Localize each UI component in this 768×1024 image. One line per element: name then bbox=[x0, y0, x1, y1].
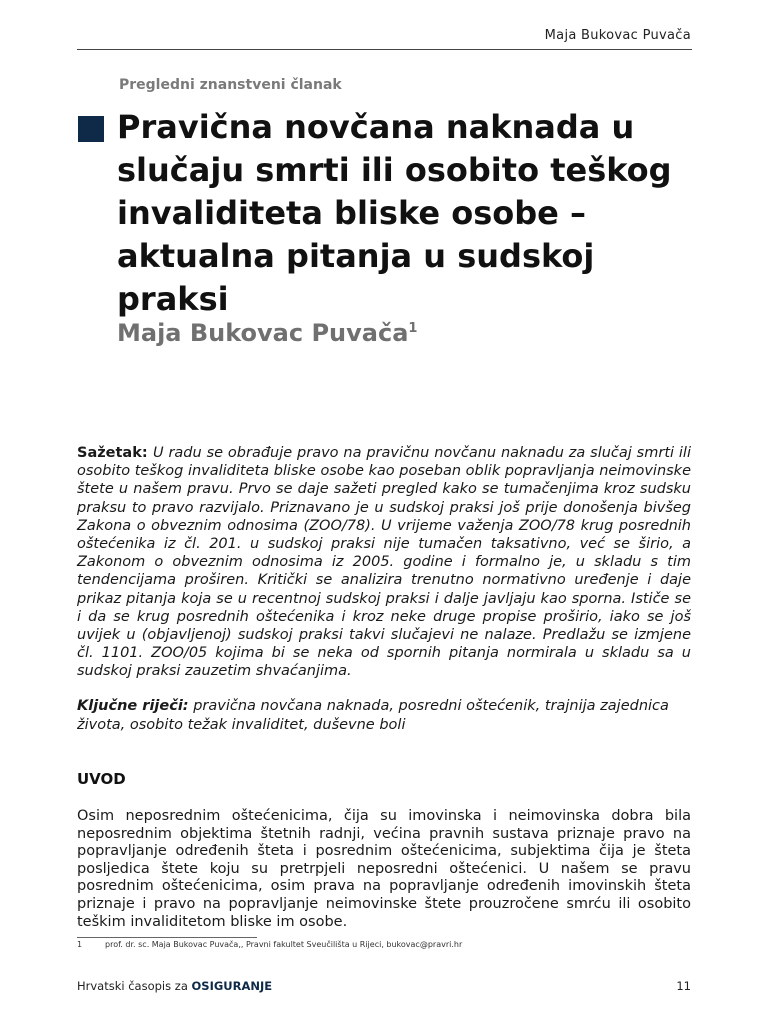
author-name: Maja Bukovac Puvača bbox=[117, 319, 409, 347]
page-number: 11 bbox=[676, 979, 691, 993]
abstract-text: U radu se obrađuje pravo na pravičnu novčanu naknadu za slučaj smrti ili osobito teškog invaliditeta bliske osobe kao poseban oblik popravljanja neimovinske štete u našem pravu. Prvo se daje sažeti pregled kako se tumačenjima kroz sudsku praksu to pravo razvijalo. Priznavano je u sudskoj praksi još prije donošenja bivšeg Zakona o obveznim odnosima (ZOO/78). U vrijeme važenja ZOO/78 krug posrednih oštećenika iz čl. 201. u sudskoj praksi nije tumačen taksativno, već se širio, a Zakonom o obveznim odnosima iz 2005. godine i formalno je, u skladu s tim tendencijama proširen. Kritički se analizira trenutno normativno uređenje i daje prikaz pitanja koja se u recentnoj sudskoj praksi i dalje javljaju kao sporna. Ističe se i da se krug posrednih oštećenika i kroz neke druge propise proširio, iako se još uvijek u (objavljenoj) sudskoj praksi takvi slučajevi ne nalaze. Predlažu se izmjene čl. 1101. ZOO/05 kojima bi se neka od spornih pitanja normirala u skladu sa u sudskoj praksi zauzetim shvaćanjima. bbox=[77, 445, 691, 680]
footnote bbox=[77, 940, 462, 949]
intro-paragraph: Osim neposrednim oštećenicima, čija su imovinska i neimovinska dobra bila neposrednim objektima štetnih radnji, većina pravnih sustava priznaje pravo na popravljanje određenih šteta i posrednim oštećenicima, subjektima čija je šteta posljedica štete koju su pretrpjeli neposredni oštećenici. U našem se pravu posrednim oštećenicima, osim prava na popravljanje određenih imovinskih šteta priznaje i pravo na popravljanje neimovinske štete prouzročene smrću ili osobito teškim invaliditetom bliske im osobe. bbox=[77, 808, 691, 930]
keywords-label: Ključne riječi: bbox=[77, 698, 189, 714]
abstract: Sažetak: U radu se obrađuje pravo na pravičnu novčanu naknadu za slučaj smrti ili osobito teškog invaliditeta bliske osobe kao poseban oblik popravljanja neimovinske štete u našem pravu. Prvo se daje sažeti pregled kako se tumačenjima kroz sudsku praksu to pravo razvijalo. Priznavano je u sudskoj praksi još prije donošenja bivšeg Zakona o obveznim odnosima (ZOO/78). U vrijeme važenja ZOO/78 krug posrednih oštećenika iz čl. 201. u sudskoj praksi nije tumačen taksativno, već se širio, a Zakonom o obveznim odnosima iz 2005. godine i formalno je, u skladu s tim tendencijama proširen. Kritički se analizira trenutno normativno uređenje i daje prikaz pitanja koja se u recentnoj sudskoj praksi i dalje javljaju kao sporna. Ističe se i da se krug posrednih oštećenika i kroz neke druge propise proširio, iako se još uvijek u (objavljenoj) sudskoj praksi takvi slučajevi ne nalaze. Predlažu se izmjene čl. 1101. ZOO/05 kojima bi se neka od spornih pitanja normirala u skladu sa u sudskoj praksi zauzetim shvaćanjima. bbox=[77, 445, 691, 680]
article-author bbox=[117, 319, 417, 347]
footer-journal-brand: OSIGURANJE bbox=[191, 979, 273, 993]
footnote-divider bbox=[77, 937, 257, 938]
footnote-number: 1 bbox=[77, 940, 83, 949]
abstract-label: Sažetak bbox=[77, 445, 142, 461]
article-type: Pregledni znanstveni članak bbox=[119, 77, 342, 93]
keywords-text: pravična novčana naknada, posredni oštećenik, trajnija zajednica života, osobito težak invaliditet, duševne boli bbox=[77, 698, 669, 733]
footer-journal-prefix: Hrvatski časopis za bbox=[77, 979, 188, 993]
running-header-author: Maja Bukovac Puvača bbox=[544, 28, 691, 43]
author-footnote-ref[interactable]: 1 bbox=[408, 321, 418, 336]
article-title: Pravična novčana naknada u slučaju smrti ili osobito teškog invaliditeta bliske osobe – aktualna pitanja u sudskoj praksi bbox=[117, 108, 672, 318]
footer-journal bbox=[77, 979, 272, 993]
footnote-text: prof. dr. sc. Maja Bukovac Puvača,, Pravni fakultet Sveučilišta u Rijeci, bukovac@pravri.hr bbox=[105, 940, 463, 949]
title-square-marker bbox=[78, 116, 104, 142]
section-heading-intro: UVOD bbox=[77, 770, 126, 788]
header-divider bbox=[77, 49, 692, 50]
keywords bbox=[77, 697, 691, 735]
